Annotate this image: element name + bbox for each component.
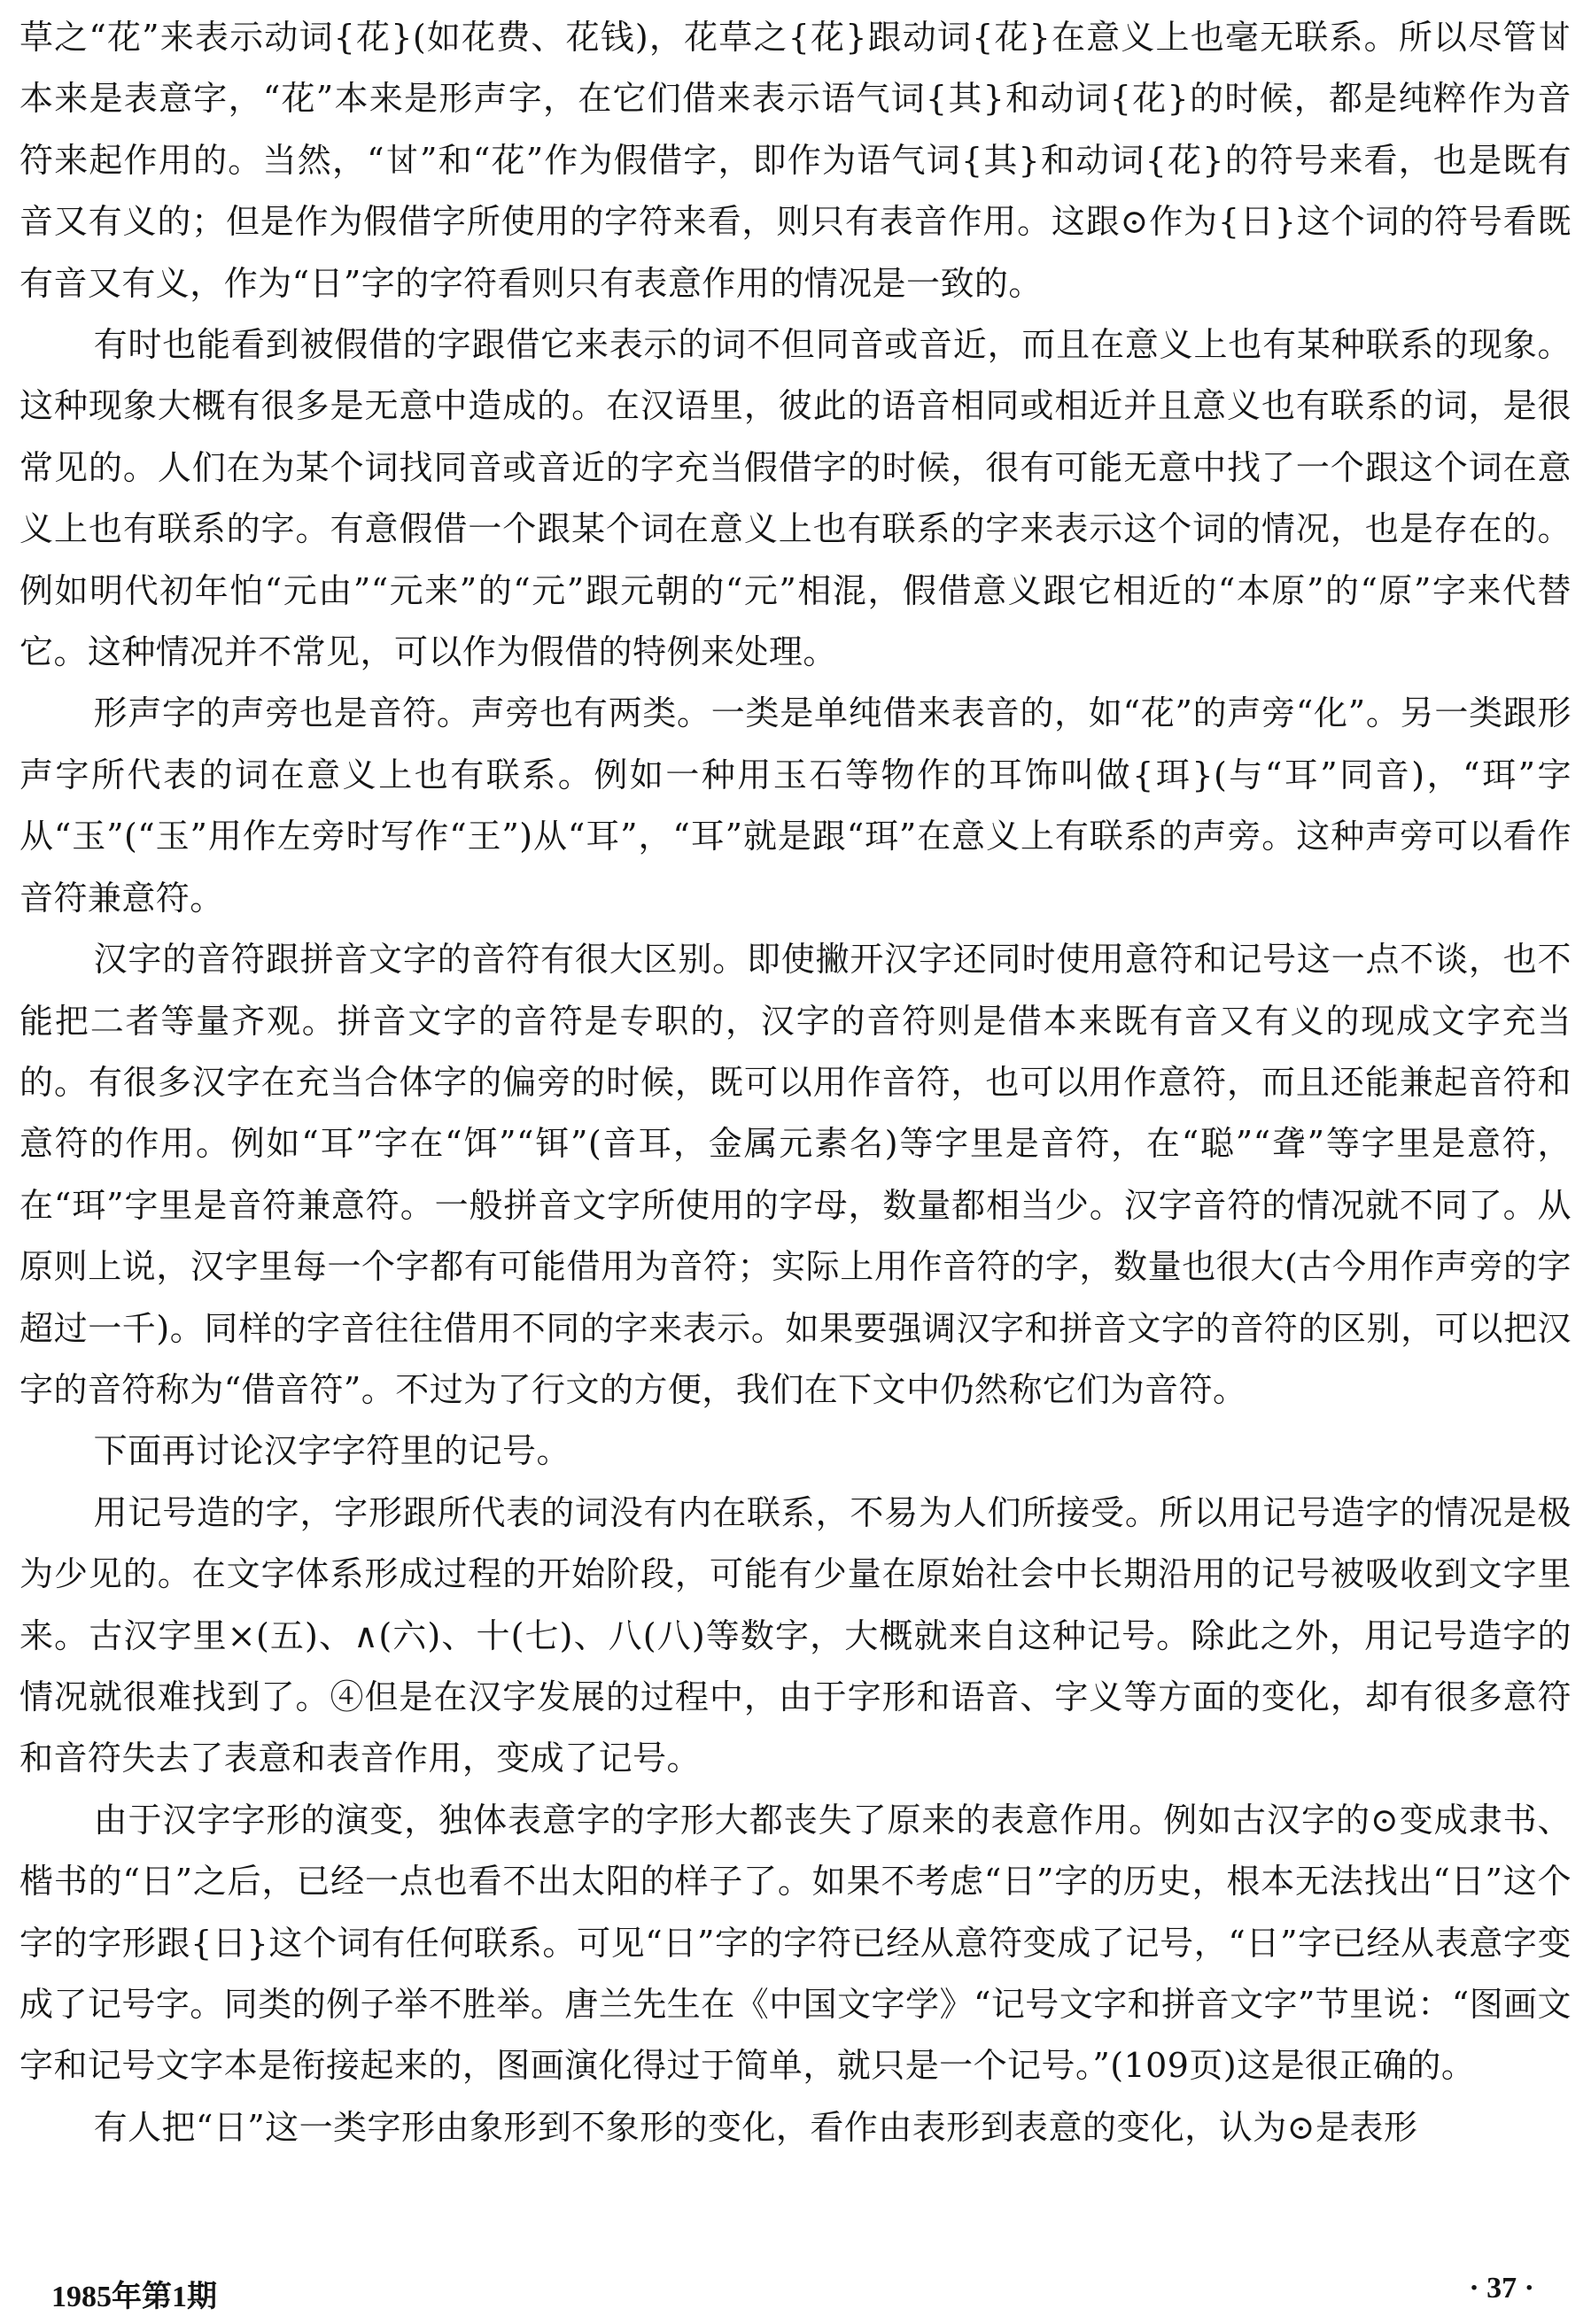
- paragraph-4: 汉字的音符跟拼音文字的音符有很大区别。即使撇开汉字还同时使用意符和记号这一点不谈，也不能把二者等量齐观。拼音文字的音符是专职的，汉字的音符则是借本来既有音又有义的现成文字充当的。有很多汉字在充当合体字的偏旁的时候，既可以用作音符，也可以用作意符，而且还能兼起音符和意符的作用。例如“耳”字在“饵”“铒”(音耳，金属元素名)等字里是音符，在“聪”“聋”等字里是意符，在“珥”字里是音符兼意符。一般拼音文字所使用的字母，数量都相当少。汉字音符的情况就不同了。从原则上说，汉字里每一个字都有可能借用为音符；实际上用作音符的字，数量也很大(古今用作声旁的字超过一千)。同样的字音往往借用不同的字来表示。如果要强调汉字和拼音文字的音符的区别，可以把汉字的音符称为“借音符”。不过为了行文的方便，我们在下文中仍然称它们为音符。: [19, 940, 1572, 1409]
- page-footer: [28, 2272, 1563, 2316]
- page-number: · 37 ·: [1469, 2272, 1534, 2305]
- paragraph-3: 形声字的声旁也是音符。声旁也有两类。一类是单纯借来表音的，如“花”的声旁“化”。另一类跟形声字所代表的词在意义上也有联系。例如一种用玉石等物作的耳饰叫做{珥}(与“耳”同音)，“珥”字从“玉”(“玉”用作左旁时写作“王”)从“耳”，“耳”就是跟“珥”在意义上有联系的声旁。这种声旁可以看作音符兼意符。: [19, 693, 1572, 918]
- issue-label: 1985年第1期: [51, 2281, 217, 2313]
- paragraph-5: 下面再讨论汉字字符里的记号。: [93, 1431, 570, 1471]
- paragraph-8: 有人把“日”这一类字形由象形到不象形的变化，看作由表形到表意的变化，认为⊙是表形: [93, 2107, 1418, 2147]
- paragraph-7: 由于汉字字形的演变，独体表意字的字形大都丧失了原来的表意作用。例如古汉字的⊙变成隶书、楷书的“日”之后，已经一点也看不出太阳的样子了。如果不考虑“日”字的历史，根本无法找出“日”这个字的字形跟{日}这个词有任何联系。可见“日”字的字符已经从意符变成了记号，“日”字已经从表意字变成了记号字。同类的例子举不胜举。唐兰先生在《中国文字学》“记号文字和拼音文字”节里说：“图画文字和记号文字本是衔接起来的，图画演化得过于简单，就只是一个记号。”(109页)这是很正确的。: [19, 1800, 1572, 2086]
- paragraph-6: 用记号造的字，字形跟所代表的词没有内在联系，不易为人们所接受。所以用记号造字的情况是极为少见的。在文字体系形成过程的开始阶段，可能有少量在原始社会中长期沿用的记号被吸收到文字里来。古汉字里×(五)、∧(六)、十(七)、八(八)等数字，大概就来自这种记号。除此之外，用记号造字的情况就很难找到了。④但是在汉字发展的过程中，由于字形和语音、字义等方面的变化，却有很多意符和音符失去了表意和表音作用，变成了记号。: [19, 1492, 1572, 1778]
- article-body: [19, 7, 1572, 2158]
- paragraph-2: 有时也能看到被假借的字跟借它来表示的词不但同音或音近，而且在意义上也有某种联系的现象。这种现象大概有很多是无意中造成的。在汉语里，彼此的语音相同或相近并且意义也有联系的词，是很常见的。人们在为某个词找同音或音近的字充当假借字的时候，很有可能无意中找了一个跟这个词在意义上也有联系的字。有意假借一个跟某个词在意义上也有联系的字来表示这个词的情况，也是存在的。例如明代初年怕“元由”“元来”的“元”跟元朝的“元”相混，假借意义跟它相近的“本原”的“原”字来代替它。这种情况并不常见，可以作为假借的特例来处理。: [19, 325, 1572, 672]
- paragraph-1: 草之“花”来表示动词{花}(如花费、花钱)，花草之{花}跟动词{花}在意义上也毫无联系。所以尽管𠀠本来是表意字，“花”本来是形声字，在它们借来表示语气词{其}和动词{花}的时候，都是纯粹作为音符来起作用的。当然，“𠀠”和“花”作为假借字，即作为语气词{其}和动词{花}的符号来看，也是既有音又有义的；但是作为假借字所使用的字符来看，则只有表音作用。这跟⊙作为{日}这个词的符号看既有音又有义，作为“日”字的字符看则只有表意作用的情况是一致的。: [19, 18, 1572, 303]
